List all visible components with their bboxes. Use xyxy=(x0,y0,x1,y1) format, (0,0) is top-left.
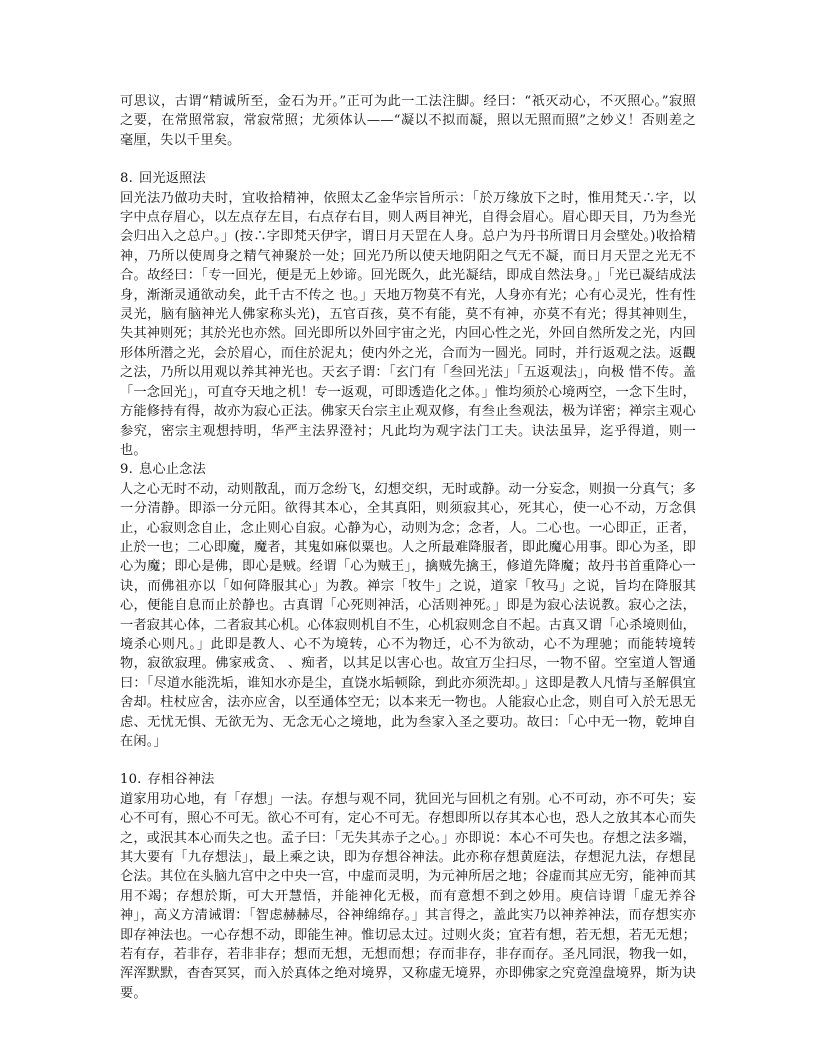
section-8-heading xyxy=(120,169,696,188)
section-8-paragraph: 回光法乃做功夫时，宜收拾精神，依照太乙金华宗旨所示：「於万缘放下之时，惟用梵天∴字，以字中点存眉心，以左点存左目，右点存右目，则人两目神光，自得会眉心。眉心即天目，乃为叁光会归出入之总户。」(按∴字即梵天伊字，谓日月天罡在人身。总户为丹书所谓日月会壁处。)收拾精神，乃所以使周身之精气神聚於一处；回光乃所以使天地阴阳之气无不凝，而日月天罡之光无不合。故经曰：「专一回光，便是无上妙谛。回光既久，此光凝结，即成自然法身。」「光已凝结成法身，渐渐灵通欲动矣，此千古不传之 也。」天地万物莫不有光，人身亦有光；心有心灵光，性有性灵光，脑有脑神光人佛家称头光)，五官百孩，莫不有能，莫不有神，亦莫不有光；得其神则生，失其神则死；其於光也亦然。回光即所以外回宇宙之光，内回心性之光，外回自然所发之光，内回形体所潜之光，会於眉心，而住於泥丸；使内外之光，合而为一圆光。同时，并行返观之法。返觀之法，乃所以用观以养其神光也。天玄子谓：「玄门有「叁回光法」「五返观法」，向极 惜不传。盖「一念回光」，可直夺天地之机！专一返观，可即透造化之体。」惟均须於心境两空，一念下生时，方能修持有得，故亦为寂心正法。佛家天台宗主止观双修，有叁止叁观法，极为详密；禅宗主观心参究，密宗主观想持明，华严主法界澄衬；凡此均为观字法门工夫。诀法虽异，迄乎得道，则一也。 xyxy=(120,190,696,458)
section-9-heading xyxy=(120,460,696,479)
section-9-paragraph: 人之心无时不动，动则散乱，而万念纷飞，幻想交织，无时或静。动一分妄念，则损一分真气；多一分清静。即添一分元阳。欲得其本心，全其真阳，则须寂其心，死其心，使一心不动，万念俱止，心寂则念自止，念止则心自寂。心静为心，动则为念；念者，人。二心也。一心即正，正者，止於一也；二心即魔，魔者，其鬼如麻似粟也。人之所最难降服者，即此魔心用事。即心为圣，即心为魔；即心是佛，即心是贼。经谓「心为贼王」，擒贼先擒王，修道先降魔；故丹书首重降心一诀，而佛祖亦以「如何降服其心」为教。禅宗「牧牛」之说，道家「牧马」之说，旨均在降服其心，便能自息而止於静也。古真谓「心死则神活，心活则神死。」即是为寂心法说教。寂心之法，一者寂其心体，二者寂其心机。心体寂则机自不生，心机寂则念自不起。古真又谓「心杀境则仙，境杀心则凡。」此即是教人、心不为境转，心不为物迁，心不为欲动，心不为理驰；而能转境转物，寂欲寂理。佛家戒贪、 、痴者，以其足以害心也。故宜万尘扫尽，一物不留。空室道人智通曰：「尽道水能洗垢，谁知水亦是尘，直饶水垢顿除，到此亦须洗却。」这即是教人凡情与圣解俱宜舍却。柱杖应舍，法亦应舍，以至通体空无；以本来无一物也。人能寂心止念，则自可入於无思无虑、无忧无惧、无欲无为、无念无心之境地，此为叁家入圣之要功。故曰：「心中无一物，乾坤自在闲。」 xyxy=(120,481,696,749)
section-9-number: 9. xyxy=(120,462,133,478)
document-page xyxy=(120,92,696,1003)
section-9-title: 息心止念法 xyxy=(138,462,206,478)
section-10-heading xyxy=(120,770,696,789)
section-10-title: 存相谷神法 xyxy=(147,772,215,788)
section-10-paragraph: 道家用功心地，有「存想」一法。存想与观不同，犹回光与回机之有别。心不可动，亦不可失；妄心不可有，照心不可无。欲心不可有，定心不可无。存想即所以存其本心也，恐人之放其本心而失之，或泯其本心而失之也。孟子曰：「无失其赤子之心。」亦即说：本心不可失也。存想之法多端，其大要有「九存想法」，最上乘之诀，即为存想谷神法。此亦称存想黄庭法，存想泥九法，存想昆仑法。其位在头脑九宫中之中央一宫，中虚而灵明，为元神所居之地；谷虚而其应无穷，能神而其用不竭；存想於斯，可大开慧悟，并能神化无极，而有意想不到之妙用。庾信诗谓「虚无养谷神」，高义方清诫谓：「智虑赫赫尽，谷神绵绵存。」其言得之，盖此实乃以神养神法，而存想实亦即存神法也。一心存想不动，即能生神。惟切忌太过。过则火炎；宜若有想，若无想，若无无想；若有存，若非存，若非非存；想而无想，无想而想；存而非存，非存而存。圣凡同泯，物我一如，浑浑默默，杳杳冥冥，而入於真体之绝对境界，又称虚无境界，亦即佛家之究竟湟盘境界，斯为诀要。 xyxy=(120,791,696,1001)
section-spacer xyxy=(120,751,696,770)
section-8-title: 回光返照法 xyxy=(138,171,206,187)
intro-paragraph: 可思议，古谓“精诚所至，金石为开。”正可为此一工法注脚。经曰：“祇灭动心，不灭照心。”寂照之要，在常照常寂，常寂常照；尤须体认——“凝以不拟而凝，照以无照而照”之妙义！否则差之毫厘，失以千里矣。 xyxy=(120,94,696,148)
section-spacer xyxy=(120,150,696,169)
section-10-number: 10. xyxy=(120,772,142,788)
section-8-number: 8. xyxy=(120,171,133,187)
